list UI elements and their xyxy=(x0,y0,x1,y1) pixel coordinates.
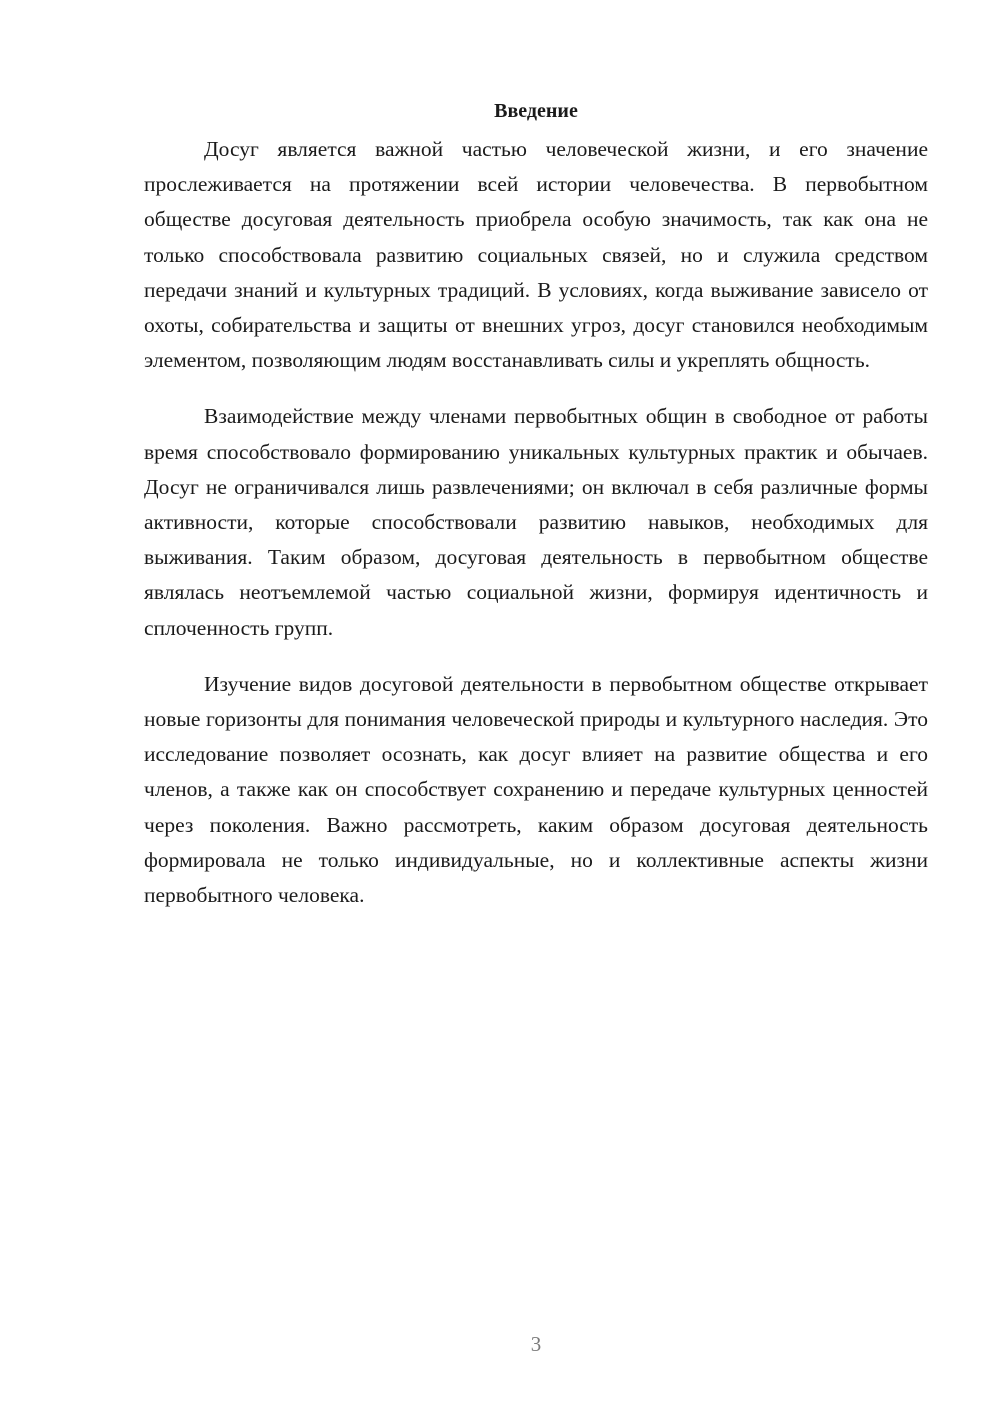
page-content xyxy=(144,96,928,934)
paragraph-3: Изучение видов досуговой деятельности в первобытном обществе открывает новые горизонты для понимания человеческой природы и культурного наследия. Это исследование позволяет осознать, как досуг влияет на развитие общества и его членов, а также как он способствует сохранению и передаче культурных ценностей через поколения. Важно рассмотреть, каким образом досуговая деятельность формировала не только индивидуальные, но и коллективные аспекты жизни первобытного человека. xyxy=(144,671,928,908)
section-heading: Введение xyxy=(494,100,578,122)
paragraph-2: Взаимодействие между членами первобытных общин в свободное от работы время способствовало формированию уникальных культурных практик и обычаев. Досуг не ограничивался лишь развлечениями; он включал в себя различные формы активности, которые способствовали развитию навыков, необходимых для выживания. Таким образом, досуговая деятельность в первобытном обществе являлась неотъемлемой частью социальной жизни, формируя идентичность и сплоченность групп. xyxy=(144,404,928,640)
paragraph-1: Досуг является важной частью человеческой жизни, и его значение прослеживается на протяжении всей истории человечества. В первобытном обществе досуговая деятельность приобрела особую значимость, так как она не только способствовала развитию социальных связей, но и служила средством передачи знаний и культурных традиций. В условиях, когда выживание зависело от охоты, собирательства и защиты от внешних угроз, досуг становился необходимым элементом, позволяющим людям восстанавливать силы и укреплять общность. xyxy=(144,137,928,373)
page-number: 3 xyxy=(530,1332,542,1356)
